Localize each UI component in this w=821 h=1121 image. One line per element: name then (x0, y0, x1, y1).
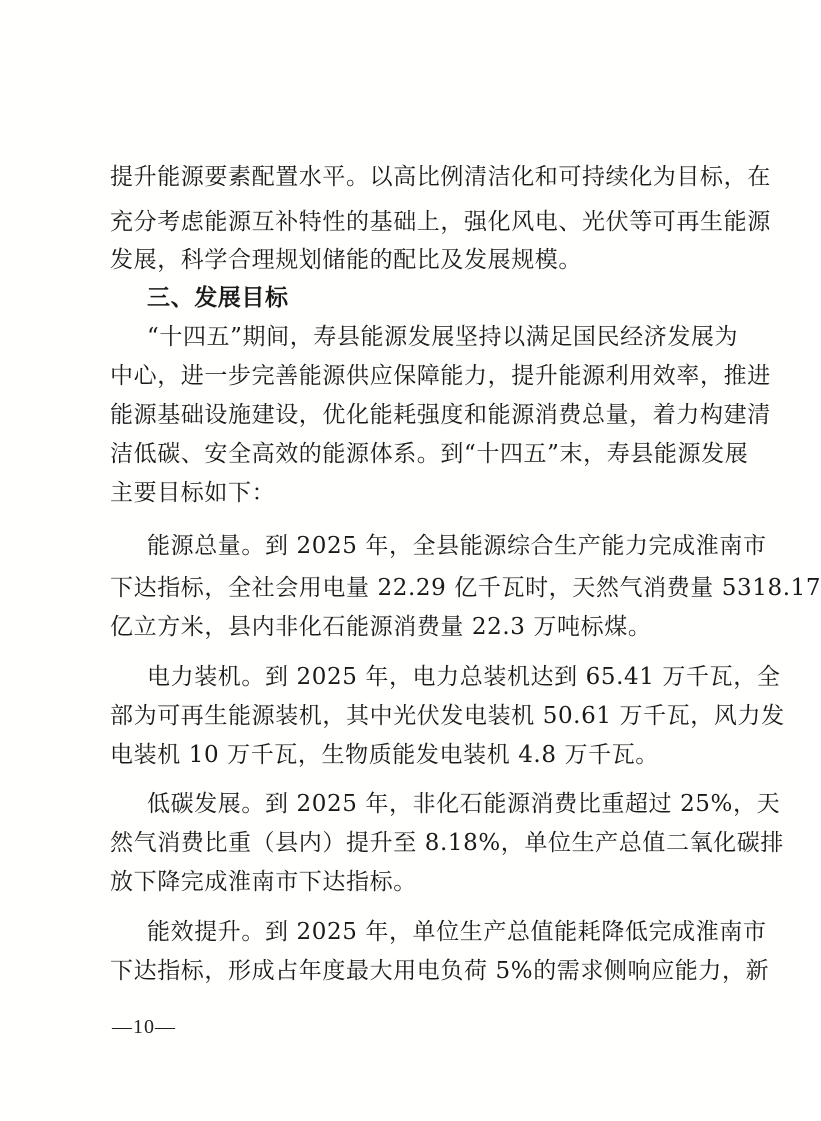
power-capacity-line-2: 部为可再生能源装机，其中光伏发电装机 50.61 万千瓦，风力发 (110, 703, 785, 729)
efficiency-lead: 能效提升。 (147, 919, 265, 945)
goal-line-3: 能源基础设施建设，优化能耗强度和能源消费总量，着力构建清 (110, 402, 771, 428)
goal-line-4: 洁低碳、安全高效的能源体系。到“十四五”末，寿县能源发展 (110, 441, 749, 467)
power-capacity-line-3: 电装机 10 万千瓦，生物质能发电装机 4.8 万千瓦。 (110, 742, 659, 768)
goal-line-2: 中心，进一步完善能源供应保障能力，提升能源利用效率，推进 (110, 363, 771, 389)
efficiency-line-2: 下达指标，形成占年度最大用电负荷 5%的需求侧响应能力，新 (110, 958, 770, 984)
total-energy-line-1 (147, 531, 767, 561)
total-energy-line-3: 亿立方米，县内非化石能源消费量 22.3 万吨标煤。 (110, 614, 652, 640)
low-carbon-line-2: 然气消费比重（县内）提升至 8.18%，单位生产总值二氧化碳排 (110, 830, 784, 856)
goal-line-5: 主要目标如下： (110, 480, 276, 506)
total-energy-lead: 能源总量。 (147, 533, 265, 559)
power-capacity-text-1: 到 2025 年，电力总装机达到 65.41 万千瓦，全 (265, 664, 781, 690)
total-energy-line-2: 下达指标，全社会用电量 22.29 亿千瓦时，天然气消费量 5318.17 (110, 575, 821, 601)
efficiency-text-1: 到 2025 年，单位生产总值能耗降低完成淮南市 (265, 919, 767, 945)
goal-line-1: “十四五”期间，寿县能源发展坚持以满足国民经济发展为 (147, 324, 739, 350)
intro-line-3: 发展，科学合理规划储能的配比及发展规模。 (110, 247, 582, 273)
low-carbon-line-3: 放下降完成淮南市下达指标。 (110, 869, 417, 895)
total-energy-text-1: 到 2025 年，全县能源综合生产能力完成淮南市 (265, 533, 767, 559)
low-carbon-text-1: 到 2025 年，非化石能源消费比重超过 25%，天 (265, 791, 781, 817)
low-carbon-lead: 低碳发展。 (147, 791, 265, 817)
low-carbon-line-1 (147, 789, 781, 819)
power-capacity-line-1 (147, 662, 781, 692)
section-heading: 三、发展目标 (147, 285, 289, 311)
page-number: —10— (112, 1016, 176, 1038)
efficiency-line-1 (147, 917, 767, 947)
intro-line-1: 提升能源要素配置水平。以高比例清洁化和可持续化为目标，在 (110, 164, 771, 190)
power-capacity-lead: 电力装机。 (147, 664, 265, 690)
intro-line-2: 充分考虑能源互补特性的基础上，强化风电、光伏等可再生能源 (110, 209, 771, 235)
